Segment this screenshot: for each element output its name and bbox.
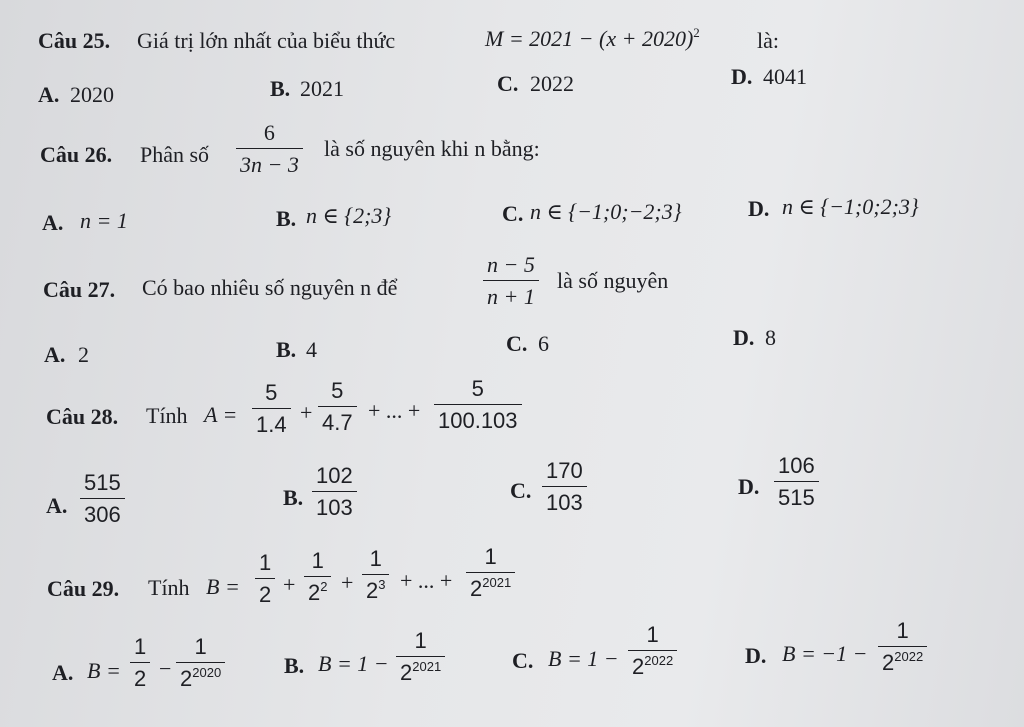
fraction-denominator: 100.103 xyxy=(434,404,522,432)
question-suffix: là số nguyên khi n bằng: xyxy=(324,136,540,161)
fraction-denominator: 103 xyxy=(542,486,587,514)
fraction-2 xyxy=(304,550,331,604)
question-suffix: là: xyxy=(757,28,779,53)
option-fraction-b xyxy=(312,465,357,519)
denominator-exponent: 2 xyxy=(320,579,328,594)
plus-sign: + xyxy=(283,572,296,597)
fraction-numerator: 5 xyxy=(471,376,484,401)
option-letter-d: D. xyxy=(733,325,755,350)
fraction-denominator: 3n − 3 xyxy=(236,148,303,176)
expression xyxy=(485,25,700,51)
ellipsis: + ... + xyxy=(400,568,453,593)
plus-sign: + xyxy=(341,570,354,595)
denominator-exponent: 2022 xyxy=(894,649,924,664)
fraction-denominator: 2 xyxy=(255,578,275,606)
fraction-denominator: 306 xyxy=(80,498,125,526)
fraction-numerator: 106 xyxy=(778,453,815,478)
option-letter-a: A. xyxy=(44,342,66,367)
fraction-denominator xyxy=(304,576,331,604)
fraction-denominator: 2 xyxy=(130,662,150,690)
option-fraction-c xyxy=(542,460,587,514)
plus-sign: + xyxy=(300,400,313,425)
option-value-a: 2020 xyxy=(70,82,114,107)
denominator-base: 2 xyxy=(366,578,379,603)
fraction-numerator: 1 xyxy=(369,546,382,571)
option-value-c: 2022 xyxy=(530,71,574,96)
fraction-denominator: 103 xyxy=(312,491,357,519)
expression-exponent: 2 xyxy=(693,25,700,40)
fraction-denominator: n + 1 xyxy=(483,280,539,308)
option-value-c: n ∈ {−1;0;−2;3} xyxy=(530,199,682,224)
option-letter-a: A. xyxy=(46,493,68,518)
option-fraction-a xyxy=(80,472,125,526)
option-value-b: 4 xyxy=(306,337,317,362)
ellipsis: + ... + xyxy=(368,398,421,423)
fraction-1 xyxy=(255,552,275,606)
denominator-base: 2 xyxy=(400,660,413,685)
fraction-numerator: 102 xyxy=(316,463,353,488)
option-letter-c: C. xyxy=(510,478,532,503)
option-letter-c: C. xyxy=(502,201,524,226)
denominator-base: 2 xyxy=(308,580,321,605)
option-letter-b: B. xyxy=(283,485,304,510)
option-letter-b: B. xyxy=(276,337,297,362)
fraction-numerator: 5 xyxy=(331,378,344,403)
denominator-base: 2 xyxy=(180,666,193,691)
fraction-denominator xyxy=(396,656,445,684)
fraction-numerator: 5 xyxy=(265,380,278,405)
option-a-fraction-2 xyxy=(176,636,225,690)
option-b-fraction xyxy=(396,630,445,684)
option-letter-a: A. xyxy=(38,82,60,107)
fraction-denominator: 1.4 xyxy=(252,408,291,436)
option-letter-b: B. xyxy=(270,76,291,101)
option-lhs-c: B = 1 − xyxy=(548,646,619,671)
fraction-numerator: 6 xyxy=(263,120,275,145)
question-label: Câu 27. xyxy=(43,277,116,302)
question-label: Câu 29. xyxy=(47,576,120,601)
fraction-denominator xyxy=(466,572,515,600)
fraction-denominator xyxy=(628,650,677,678)
denominator-exponent: 2020 xyxy=(192,665,222,680)
option-lhs-d: B = −1 − xyxy=(782,641,868,666)
option-letter-a: A. xyxy=(42,210,64,235)
fraction-numerator: 1 xyxy=(194,634,207,659)
denominator-exponent: 2022 xyxy=(644,653,674,668)
question-suffix: là số nguyên xyxy=(557,268,669,293)
fraction xyxy=(483,254,539,308)
fraction-numerator: 515 xyxy=(84,470,121,495)
denominator-exponent: 3 xyxy=(378,577,386,592)
denominator-exponent: 2021 xyxy=(412,659,442,674)
option-value-d: 4041 xyxy=(763,64,807,89)
question-text: Phân số xyxy=(140,142,210,167)
minus-sign: − xyxy=(159,656,172,681)
fraction-numerator: 1 xyxy=(259,550,272,575)
fraction-3 xyxy=(362,548,389,602)
fraction-numerator: 1 xyxy=(896,618,909,643)
fraction-denominator: 4.7 xyxy=(318,406,357,434)
fraction-numerator: n − 5 xyxy=(487,252,535,277)
fraction-numerator: 1 xyxy=(134,634,147,659)
question-label: Câu 25. xyxy=(38,28,111,53)
option-letter-d: D. xyxy=(731,64,753,89)
option-a-fraction-1 xyxy=(130,636,150,690)
option-value-a: 2 xyxy=(78,342,89,367)
fraction-numerator: 1 xyxy=(484,544,497,569)
option-letter-b: B. xyxy=(276,206,297,231)
fraction-2 xyxy=(318,380,357,434)
fraction-numerator: 1 xyxy=(414,628,427,653)
option-fraction-d xyxy=(774,455,819,509)
fraction-denominator: 515 xyxy=(774,481,819,509)
lhs: A = xyxy=(204,402,238,427)
fraction-denominator xyxy=(362,574,389,602)
option-value-b: n ∈ {2;3} xyxy=(306,203,392,228)
denominator-exponent: 2021 xyxy=(482,575,512,590)
fraction-numerator: 170 xyxy=(546,458,583,483)
fraction-1 xyxy=(252,382,291,436)
question-text: Có bao nhiêu số nguyên n để xyxy=(142,275,398,300)
option-value-a: n = 1 xyxy=(80,208,128,233)
option-letter-d: D. xyxy=(745,643,767,668)
option-letter-a: A. xyxy=(52,660,74,685)
option-value-c: 6 xyxy=(538,331,549,356)
option-value-d: 8 xyxy=(765,325,776,350)
option-letter-d: D. xyxy=(748,196,770,221)
fraction-numerator: 1 xyxy=(311,548,324,573)
option-d-fraction xyxy=(878,620,927,674)
fraction xyxy=(236,122,303,176)
denominator-base: 2 xyxy=(882,650,895,675)
denominator-base: 2 xyxy=(470,576,483,601)
denominator-base: 2 xyxy=(632,654,645,679)
option-value-d: n ∈ {−1;0;2;3} xyxy=(782,194,919,219)
option-value-b: 2021 xyxy=(300,76,344,101)
fraction-4 xyxy=(466,546,515,600)
option-letter-d: D. xyxy=(738,474,760,499)
option-letter-c: C. xyxy=(512,648,534,673)
fraction-denominator xyxy=(176,662,225,690)
question-label: Câu 26. xyxy=(40,142,113,167)
option-letter-c: C. xyxy=(497,71,519,96)
question-text: Tính xyxy=(146,403,188,428)
question-text: Giá trị lớn nhất của biểu thức xyxy=(137,28,396,53)
option-lhs-b: B = 1 − xyxy=(318,651,389,676)
expression-base: M = 2021 − (x + 2020) xyxy=(485,26,694,51)
fraction-3 xyxy=(434,378,522,432)
option-c-fraction xyxy=(628,624,677,678)
lhs: B = xyxy=(206,574,240,599)
option-letter-c: C. xyxy=(506,331,528,356)
option-letter-b: B. xyxy=(284,653,305,678)
question-text: Tính xyxy=(148,575,190,600)
question-label: Câu 28. xyxy=(46,404,119,429)
option-lhs-a: B = xyxy=(87,658,121,683)
fraction-numerator: 1 xyxy=(646,622,659,647)
fraction-denominator xyxy=(878,646,927,674)
